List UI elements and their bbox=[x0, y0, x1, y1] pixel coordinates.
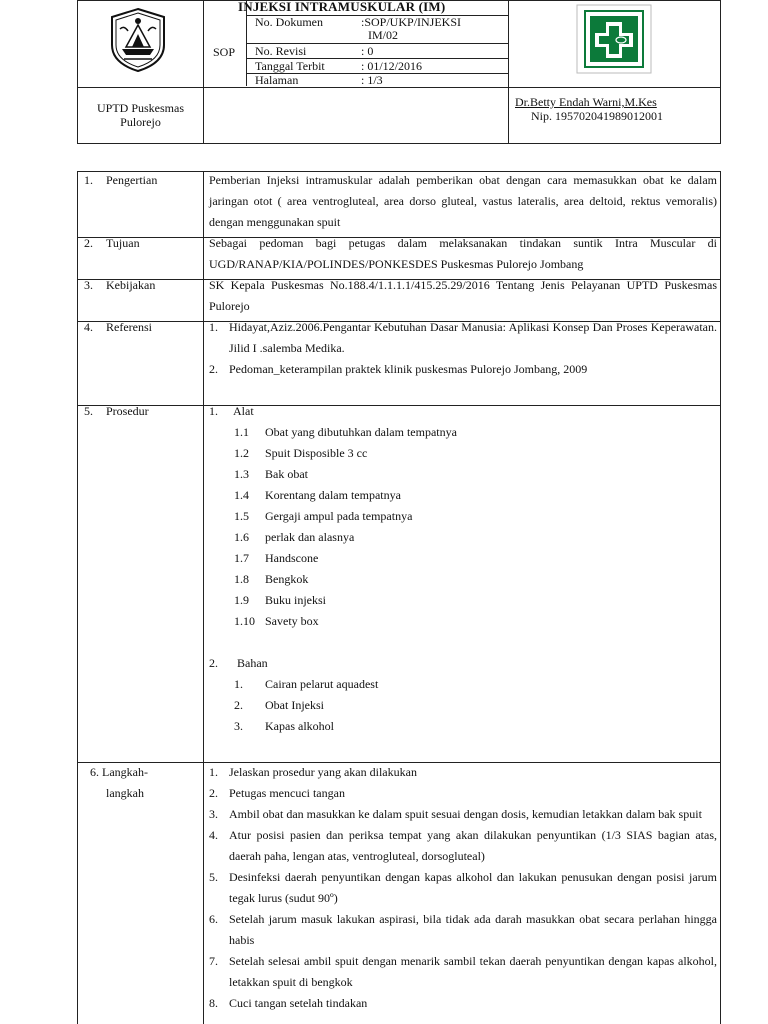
item-number: 6. bbox=[209, 912, 218, 926]
list-item bbox=[209, 804, 717, 825]
list-item bbox=[209, 464, 717, 485]
item-text: Cuci tangan setelah tindakan bbox=[229, 996, 368, 1010]
field-label-no-revisi: No. Revisi bbox=[255, 44, 307, 58]
reference-list bbox=[209, 317, 717, 380]
item-text: Cairan pelarut aquadest bbox=[265, 677, 379, 691]
field-value-halaman: : 1/3 bbox=[361, 73, 383, 87]
list-item bbox=[209, 548, 717, 569]
field-value-no-dokumen-cont: IM/02 bbox=[368, 28, 398, 42]
section-title-cont: langkah bbox=[106, 786, 144, 800]
item-text: Atur posisi pasien dan periksa tempat yang akan dilakukan penyuntikan (1/3 SIAS bagian atas, daerah paha, lengan atas, ventrogluteal, dorsogluteal) bbox=[229, 828, 717, 863]
header-divider bbox=[508, 1, 509, 143]
field-label-halaman: Halaman bbox=[255, 73, 299, 87]
item-text: Bengkok bbox=[265, 572, 309, 586]
item-number: 1.5 bbox=[234, 509, 249, 523]
procedure-list bbox=[209, 401, 717, 737]
section-number: 6. bbox=[90, 765, 99, 779]
item-text: Kapas alkohol bbox=[265, 719, 334, 733]
table-column-divider bbox=[203, 172, 204, 1024]
item-text: Desinfeksi daerah penyuntikan dengan kapas alkohol dan lakukan penusukan dengan posisi jarum tegak lurus (sudut 90º) bbox=[229, 870, 717, 905]
item-text: Petugas mencuci tangan bbox=[229, 786, 345, 800]
item-number: 7. bbox=[209, 954, 218, 968]
section-number: 4. bbox=[84, 320, 93, 334]
section-label-tujuan bbox=[84, 233, 140, 254]
item-number: 1.9 bbox=[234, 593, 249, 607]
document-title: INJEKSI INTRAMUSKULAR (IM) bbox=[238, 0, 446, 14]
list-item-alat bbox=[209, 401, 717, 422]
item-text: Alat bbox=[233, 404, 254, 418]
item-text: Bak obat bbox=[265, 467, 308, 481]
section-text-pengertian: Pemberian Injeksi intramuskular adalah pemberikan obat dengan cara memasukkan obat ke dalam jaringan otot ( area ventrogluteal, area dorso gluteal, vastus lateralis, area deltoid, rektus vemoralis) dengan menggunakan spuit bbox=[209, 173, 717, 229]
list-item bbox=[209, 527, 717, 548]
field-value-no-dokumen: :SOP/UKP/INJEKSI bbox=[361, 15, 462, 29]
item-text: Obat yang dibutuhkan dalam tempatnya bbox=[265, 425, 457, 439]
field-label-no-dokumen: No. Dokumen bbox=[255, 15, 323, 29]
item-number: 1. bbox=[234, 677, 243, 691]
list-item bbox=[209, 674, 717, 695]
item-text: Gergaji ampul pada tempatnya bbox=[265, 509, 413, 523]
item-number: 1. bbox=[209, 404, 218, 418]
item-text: perlak dan alasnya bbox=[265, 530, 355, 544]
puskesmas-logo-icon bbox=[576, 4, 652, 74]
section-label-kebijakan bbox=[84, 275, 155, 296]
signer-name: Dr.Betty Endah Warni,M.Kes bbox=[515, 95, 657, 109]
section-number: 1. bbox=[84, 173, 93, 187]
item-text: Savety box bbox=[265, 614, 319, 628]
item-number: 1.6 bbox=[234, 530, 249, 544]
org-name-line2: Pulorejo bbox=[120, 115, 161, 129]
list-item bbox=[209, 359, 717, 380]
section-title: Prosedur bbox=[106, 404, 149, 418]
item-number: 1.7 bbox=[234, 551, 249, 565]
section-label-prosedur bbox=[84, 401, 149, 422]
item-text: Bahan bbox=[237, 656, 268, 670]
item-text: Setelah selesai ambil spuit dengan menarik sambil tekan daerah penyuntikan dengan kapas alkohol, letakkan spuit di bengkok bbox=[229, 954, 717, 989]
list-item bbox=[209, 716, 717, 737]
item-text: Pedoman_keterampilan praktek klinik puskesmas Pulorejo Jombang, 2009 bbox=[229, 362, 588, 376]
sop-label: SOP bbox=[212, 45, 235, 59]
signer-nip: Nip. 195702041989012001 bbox=[531, 109, 663, 123]
list-item bbox=[209, 422, 717, 443]
header-divider bbox=[203, 1, 204, 143]
section-title: Pengertian bbox=[106, 173, 158, 187]
item-text: Setelah jarum masuk lakukan aspirasi, bila tidak ada darah masukkan obat secara perlahan hingga habis bbox=[229, 912, 717, 947]
list-item bbox=[209, 783, 717, 804]
item-text: Spuit Disposible 3 cc bbox=[265, 446, 368, 460]
item-number: 3. bbox=[234, 719, 243, 733]
list-item bbox=[209, 951, 717, 993]
list-item bbox=[209, 993, 717, 1014]
section-title: Referensi bbox=[106, 320, 152, 334]
list-item bbox=[209, 825, 717, 867]
list-item bbox=[209, 867, 717, 909]
item-number: 1.2 bbox=[234, 446, 249, 460]
item-number: 1.10 bbox=[234, 614, 255, 628]
section-label-referensi bbox=[84, 317, 152, 338]
section-text-kebijakan: SK Kepala Puskesmas No.188.4/1.1.1.1/415.25.29/2016 Tentang Jenis Pelayanan UPTD Puskesmas Pulorejo bbox=[209, 278, 717, 313]
field-value-no-revisi: : 0 bbox=[361, 44, 374, 58]
list-item bbox=[209, 485, 717, 506]
item-text: Buku injeksi bbox=[265, 593, 327, 607]
item-number: 1.4 bbox=[234, 488, 249, 502]
section-title: Langkah- bbox=[102, 765, 148, 779]
list-item bbox=[209, 611, 717, 632]
item-number: 1. bbox=[209, 765, 218, 779]
section-text-tujuan: Sebagai pedoman bagi petugas dalam melaksanakan tindakan suntik Intra Muscular di UGD/RANAP/KIA/POLINDES/PONKESDES Puskesmas Pulorejo Jombang bbox=[209, 236, 717, 271]
item-number: 2. bbox=[234, 698, 243, 712]
list-item-bahan bbox=[209, 653, 717, 674]
item-text: Handscone bbox=[265, 551, 319, 565]
section-number: 2. bbox=[84, 236, 93, 250]
section-number: 5. bbox=[84, 404, 93, 418]
org-name bbox=[78, 101, 203, 129]
item-text: Ambil obat dan masukkan ke dalam spuit sesuai dengan dosis, kemudian letakkan dalam bak spuit bbox=[229, 807, 702, 821]
item-number: 2. bbox=[209, 786, 218, 800]
section-label-pengertian bbox=[84, 170, 157, 191]
section-label-langkah bbox=[90, 762, 148, 804]
item-number: 1.3 bbox=[234, 467, 249, 481]
list-item bbox=[209, 506, 717, 527]
section-title: Kebijakan bbox=[106, 278, 156, 292]
field-label-tanggal-terbit: Tanggal Terbit bbox=[255, 59, 325, 73]
item-number: 3. bbox=[209, 807, 218, 821]
item-number: 1. bbox=[209, 320, 218, 334]
item-number: 1.8 bbox=[234, 572, 249, 586]
list-item bbox=[209, 590, 717, 611]
item-number: 2. bbox=[209, 362, 218, 376]
item-text: Jelaskan prosedur yang akan dilakukan bbox=[229, 765, 417, 779]
item-text: Korentang dalam tempatnya bbox=[265, 488, 401, 502]
procedure-table bbox=[77, 171, 721, 1024]
signature-block bbox=[515, 95, 663, 123]
item-text: Obat Injeksi bbox=[265, 698, 324, 712]
list-item bbox=[209, 569, 717, 590]
item-number: 5. bbox=[209, 870, 218, 884]
document-header bbox=[77, 0, 721, 144]
item-number: 1.1 bbox=[234, 425, 249, 439]
steps-list bbox=[209, 762, 717, 1014]
list-item bbox=[209, 695, 717, 716]
header-divider bbox=[78, 87, 720, 88]
org-name-line1: UPTD Puskesmas bbox=[96, 101, 184, 115]
item-number: 2. bbox=[209, 656, 218, 670]
item-number: 8. bbox=[209, 996, 218, 1010]
list-item bbox=[209, 317, 717, 359]
section-number: 3. bbox=[84, 278, 93, 292]
list-item bbox=[209, 762, 717, 783]
item-number: 4. bbox=[209, 828, 218, 842]
section-title: Tujuan bbox=[106, 236, 140, 250]
list-item bbox=[209, 909, 717, 951]
item-text: Hidayat,Aziz.2006.Pengantar Kebutuhan Dasar Manusia: Aplikasi Konsep Dan Proses Keperawatan. Jilid I .salemba Medika. bbox=[229, 320, 717, 355]
regency-emblem-icon bbox=[108, 7, 168, 73]
list-item bbox=[209, 443, 717, 464]
field-value-tanggal-terbit: : 01/12/2016 bbox=[361, 59, 423, 73]
